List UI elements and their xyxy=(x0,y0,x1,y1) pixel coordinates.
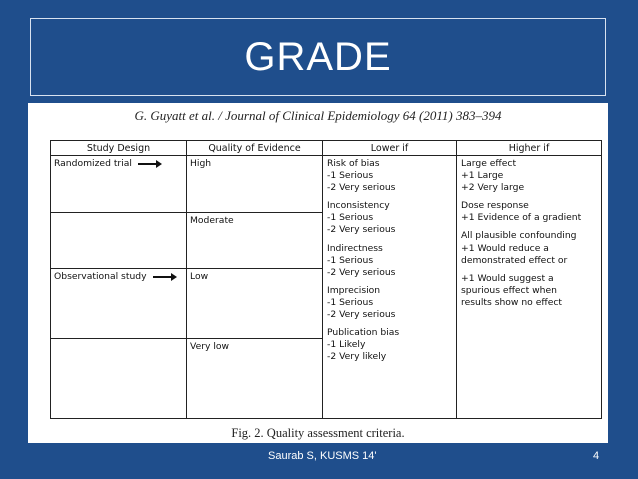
higher-item: +1 Large xyxy=(461,170,504,182)
higher-item: Dose response xyxy=(461,200,529,212)
row-observational xyxy=(51,269,186,339)
quality-column xyxy=(187,156,323,419)
lower-item: -2 Very serious xyxy=(327,224,396,236)
table-header-row xyxy=(51,141,602,156)
lower-group-indirectness xyxy=(327,243,452,279)
lower-group-imprecision xyxy=(327,285,452,321)
quality-moderate-label: Moderate xyxy=(190,215,234,226)
figure-caption: Fig. 2. Quality assessment criteria. xyxy=(231,426,405,440)
higher-item: spurious effect when xyxy=(461,284,557,296)
higher-item: results show no effect xyxy=(461,296,563,308)
lower-group-inconsistency xyxy=(327,200,452,236)
higher-item: +1 Would reduce a xyxy=(461,242,549,254)
row-randomized xyxy=(51,156,186,213)
footer-credit: Saurab S, KUSMS 14' xyxy=(268,450,377,462)
quality-low-label: Low xyxy=(190,271,209,282)
lower-group-publication-bias xyxy=(327,327,452,363)
header-study-design: Study Design xyxy=(51,141,187,156)
observational-study-label: Observational study xyxy=(54,271,147,282)
header-lower-if: Lower if xyxy=(323,141,457,156)
quality-high-label: High xyxy=(190,158,212,169)
lower-item: Risk of bias xyxy=(327,158,380,169)
lower-item: -2 Very likely xyxy=(327,351,387,363)
quality-low xyxy=(187,269,322,339)
header-higher-if: Higher if xyxy=(457,141,602,156)
lower-item: -1 Likely xyxy=(327,339,366,351)
lower-item: Inconsistency xyxy=(327,200,390,212)
lower-item: -2 Very serious xyxy=(327,182,396,194)
lower-item: -2 Very serious xyxy=(327,309,396,321)
row-empty-very-low xyxy=(51,339,186,418)
higher-item: +1 Evidence of a gradient xyxy=(461,212,582,224)
quality-very-low-label: Very low xyxy=(190,341,230,352)
quality-table xyxy=(50,140,602,419)
lower-item: Imprecision xyxy=(327,284,381,296)
higher-item: +2 Very large xyxy=(461,182,525,194)
lower-item: -2 Very serious xyxy=(327,266,396,278)
lower-item: Publication bias xyxy=(327,327,400,339)
header-quality: Quality of Evidence xyxy=(187,141,323,156)
journal-header: G. Guyatt et al. / Journal of Clinical Epidemiology 64 (2011) 383‒394 xyxy=(134,108,502,123)
higher-group-spurious xyxy=(461,273,597,309)
higher-group-confounding xyxy=(461,230,597,266)
arrow-right-icon xyxy=(153,276,175,278)
higher-item: All plausible confounding xyxy=(461,230,577,242)
study-design-column xyxy=(51,156,187,419)
row-empty-moderate xyxy=(51,213,186,269)
quality-moderate xyxy=(187,213,322,269)
lower-item: -1 Serious xyxy=(327,212,374,224)
lower-item: -1 Serious xyxy=(327,296,374,308)
higher-group-large-effect xyxy=(461,158,597,194)
randomized-trial-label: Randomized trial xyxy=(54,158,132,169)
lower-item: -1 Serious xyxy=(327,254,374,266)
arrow-right-icon xyxy=(138,163,160,165)
document-image xyxy=(28,103,608,443)
title-box xyxy=(30,18,606,96)
slide-footer xyxy=(0,446,638,466)
lower-item: -1 Serious xyxy=(327,170,374,182)
page-number: 4 xyxy=(593,450,600,462)
higher-item: +1 Would suggest a xyxy=(461,272,554,284)
lower-group-risk-of-bias xyxy=(327,158,452,194)
quality-high xyxy=(187,156,322,213)
higher-if-column xyxy=(457,156,602,419)
lower-item: Indirectness xyxy=(327,242,383,254)
slide-title: GRADE xyxy=(244,34,392,79)
higher-item: Large effect xyxy=(461,158,517,169)
lower-if-column xyxy=(323,156,457,419)
higher-group-dose-response xyxy=(461,200,597,224)
quality-very-low xyxy=(187,339,322,418)
higher-item: demonstrated effect or xyxy=(461,254,568,266)
